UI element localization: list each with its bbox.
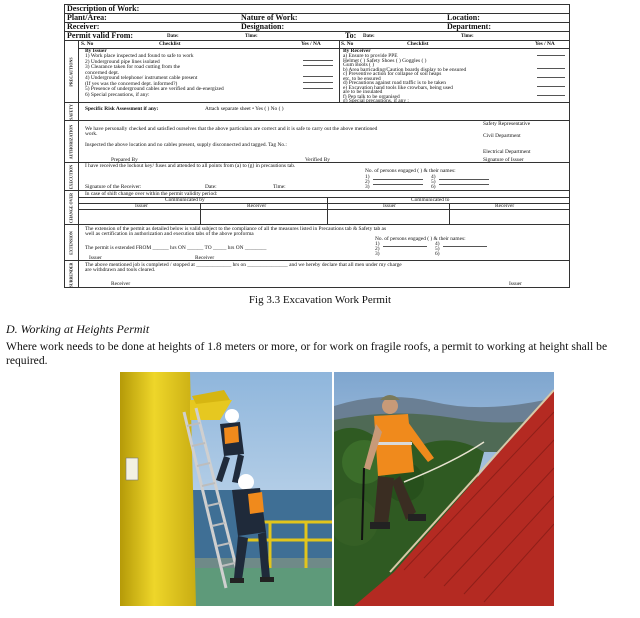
change-over-col-receiver: Receiver bbox=[247, 203, 267, 209]
name-blank[interactable] bbox=[439, 179, 489, 180]
name-blank[interactable] bbox=[383, 246, 427, 247]
execution-name-2: 2) bbox=[365, 179, 370, 185]
issuer-item: (If yes was the concerned dept. informed?) bbox=[85, 80, 178, 87]
col-sno-2: S. No bbox=[341, 41, 354, 47]
safety-section bbox=[65, 103, 569, 121]
receiver-title: By Receiver bbox=[343, 48, 371, 54]
change-over-rule bbox=[79, 197, 569, 198]
valid-to-label: To: bbox=[345, 31, 357, 40]
signature-of-issuer-label: Signature of Issuer bbox=[483, 157, 524, 163]
check-blank[interactable] bbox=[537, 68, 565, 69]
execution-name-6: 6) bbox=[431, 184, 436, 190]
surrender-issuer-label: Issuer bbox=[509, 281, 522, 287]
execution-date-label: Date: bbox=[205, 184, 217, 190]
surrender-side-label: SURRENDER bbox=[65, 261, 79, 288]
precautions-side-label: PRECAUTIONS bbox=[65, 41, 79, 102]
check-blank[interactable] bbox=[537, 55, 565, 56]
receiver-item: d) Precautions against road traffic is to be taken bbox=[343, 80, 446, 86]
precautions-column-header bbox=[79, 41, 569, 49]
change-over-col-receiver-2: Receiver bbox=[495, 203, 515, 209]
receiver-item: b) Area barricading/Caution boards display to be ensured bbox=[343, 66, 467, 73]
change-over-divider bbox=[200, 203, 201, 225]
receiver-label: Receiver: bbox=[67, 22, 100, 31]
receiver-item: a) Ensure to provide PPE bbox=[343, 53, 398, 59]
authorization-side-label: AUTHORIZATION bbox=[65, 121, 79, 162]
extension-issuer-label: Issuer bbox=[89, 255, 102, 261]
receiver-item: f) Pep talk to be organised bbox=[343, 93, 400, 100]
location-label: Location: bbox=[447, 13, 480, 22]
check-blank[interactable] bbox=[537, 95, 565, 96]
change-over-divider bbox=[327, 197, 328, 225]
col-checklist-2: Checklist bbox=[407, 41, 429, 47]
extension-receiver-label: Receiver bbox=[195, 255, 215, 261]
change-over-text: In case of shift change over within the permit validity period: bbox=[85, 191, 218, 197]
execution-time-label: Time: bbox=[273, 184, 286, 190]
safety-representative-label: Safety Representative bbox=[483, 121, 531, 127]
figure-caption: Fig 3.3 Excavation Work Permit bbox=[248, 294, 392, 306]
extension-text: The extension of the permit as detailed below is valid subject to the compliance of all the measures listed in Precautions tab & Safety tab as bbox=[85, 226, 387, 232]
surrender-text-2: are withdrawn and tools cleared. bbox=[85, 267, 156, 273]
name-blank[interactable] bbox=[373, 184, 423, 185]
execution-name-5: 5) bbox=[431, 179, 436, 185]
surrender-text: The above mentioned job is completed / stopped at _____________ hrs on _______________ and we hereby declare that all men under my charge bbox=[85, 262, 402, 268]
execution-text: I have received the lockout key/ fuses and attended to all points from (a) to (g) in precautions tab. bbox=[85, 163, 296, 169]
description-label: Description of Work: bbox=[67, 4, 140, 13]
extension-persons-label: No. of persons engaged ( ) & their names: bbox=[375, 236, 466, 242]
extension-section bbox=[65, 225, 569, 261]
execution-section bbox=[65, 163, 569, 191]
valid-from-time-label: Time: bbox=[245, 34, 258, 39]
receiver-item: Gum Boots ( ) bbox=[343, 62, 374, 68]
precautions-section bbox=[65, 41, 569, 103]
authorization-text: We have personally checked and satisfied ourselves that the above particulars are correct and it is safe to carry out the above mentioned bbox=[85, 126, 378, 132]
roof-worker-illustration bbox=[334, 372, 554, 606]
check-blank[interactable] bbox=[537, 86, 565, 87]
form-receiver-row bbox=[65, 23, 569, 32]
valid-from-label: Permit valid From: bbox=[67, 31, 134, 40]
inspected-text: Inspected the above location and no cables present, supply disconnected and tagged. Tag No.: bbox=[85, 142, 287, 148]
issuer-item: 5) Presence of underground cables are verified and de-energized bbox=[85, 86, 224, 92]
verified-by-label: Verified By bbox=[305, 157, 330, 163]
extension-text-2: well as certification in authorization and execution tabs of the above proforma bbox=[85, 231, 254, 237]
change-over-divider bbox=[449, 203, 450, 225]
receiver-signature-label: Signature of the Receiver: bbox=[85, 184, 142, 190]
extension-name-1: 1) bbox=[375, 241, 380, 247]
receiver-item: are to be insulated bbox=[343, 89, 383, 95]
plant-area-label: Plant/Area: bbox=[67, 13, 107, 22]
tower-ladder-illustration bbox=[120, 372, 332, 606]
check-blank[interactable] bbox=[303, 76, 333, 77]
check-blank[interactable] bbox=[303, 82, 333, 83]
valid-to-date-label: Date: bbox=[363, 34, 375, 39]
change-over-rule-3 bbox=[79, 209, 569, 210]
surrender-receiver-label: Receiver bbox=[111, 281, 131, 287]
name-blank[interactable] bbox=[443, 246, 487, 247]
name-blank[interactable] bbox=[439, 184, 489, 185]
issuer-item: 6) Special precautions, if any: bbox=[85, 91, 150, 98]
body-paragraph: Where work needs to be done at heights of 1.8 meters or more, or for work on fragile roofs, a permit to working at height shall be required. bbox=[6, 340, 608, 367]
prepared-by-label: Prepared By bbox=[111, 157, 138, 163]
extension-period-text: The permit is extended FROM ______ hrs ON ______ TO _____ hrs ON ________ bbox=[85, 245, 267, 251]
issuer-item: 2) Underground pipe lines isolated bbox=[85, 58, 160, 65]
form-validity-row bbox=[65, 32, 569, 41]
nature-of-work-label: Nature of Work: bbox=[241, 13, 298, 22]
col-yes-na: Yes / NA bbox=[301, 41, 321, 47]
col-sno: S. No bbox=[81, 41, 94, 47]
section-heading: D. Working at Heights Permit bbox=[6, 322, 150, 336]
extension-name-3: 3) bbox=[375, 251, 380, 257]
extension-side-label: EXTENSION bbox=[65, 225, 79, 260]
extension-name-5: 5) bbox=[435, 246, 440, 252]
check-blank[interactable] bbox=[303, 60, 333, 61]
check-blank[interactable] bbox=[303, 88, 333, 89]
communicated-to-label: Communicated to bbox=[411, 197, 450, 203]
receiver-item: e) Excavation hand tools like crowbars, being used bbox=[343, 84, 453, 91]
execution-name-3: 3) bbox=[365, 184, 370, 190]
execution-side-label: EXECUTION bbox=[65, 163, 79, 190]
safety-side-label: SAFETY bbox=[65, 103, 79, 120]
col-yes-na-2: Yes / NA bbox=[535, 41, 555, 47]
valid-to-time-label: Time: bbox=[461, 34, 474, 39]
check-blank[interactable] bbox=[303, 65, 333, 66]
receiver-item: g) Special precautions, if any : bbox=[343, 98, 409, 104]
change-over-section bbox=[65, 191, 569, 225]
check-blank[interactable] bbox=[537, 77, 565, 78]
execution-name-4: 4) bbox=[431, 174, 436, 180]
name-blank[interactable] bbox=[373, 179, 423, 180]
receiver-item: c) Preventive action for collapse of soil heaps bbox=[343, 71, 442, 77]
issuer-item: 4) Underground telephone/ instrument cable present bbox=[85, 75, 198, 81]
change-over-side-label: CHANGE OVER bbox=[65, 191, 79, 224]
precautions-divider bbox=[339, 41, 340, 103]
electrical-department-label: Electrical Department bbox=[483, 149, 531, 155]
issuer-title: By Issuer bbox=[85, 48, 107, 54]
issuer-item: concerned dept. bbox=[85, 69, 120, 76]
issuer-item: 1) Work place inspected and found to safe to work bbox=[85, 53, 194, 59]
authorization-section bbox=[65, 121, 569, 163]
extension-name-6: 6) bbox=[435, 251, 440, 257]
photo-tower-ladder bbox=[120, 372, 332, 606]
communicated-by-label: Communicated by bbox=[165, 197, 205, 203]
attach-sheet-label: Attach separate sheet • Yes ( ) No ( ) bbox=[205, 106, 284, 112]
authorization-text-2: work. bbox=[85, 131, 98, 137]
risk-assessment-label: Specific Risk Assessment if any: bbox=[85, 106, 159, 112]
extension-name-2: 2) bbox=[375, 246, 380, 252]
department-label: Department: bbox=[447, 22, 491, 31]
extension-name-4: 4) bbox=[435, 241, 440, 247]
excavation-permit-form bbox=[64, 4, 570, 288]
photo-roof-worker bbox=[334, 372, 554, 606]
form-plant-row bbox=[65, 14, 569, 23]
change-over-col-issuer: Issuer bbox=[135, 203, 148, 209]
civil-department-label: Civil Department bbox=[483, 133, 521, 139]
surrender-section bbox=[65, 261, 569, 288]
execution-name-1: 1) bbox=[365, 174, 370, 180]
execution-persons-label: No. of persons engaged ( ) & their names: bbox=[365, 168, 456, 174]
col-checklist: Checklist bbox=[159, 41, 181, 47]
form-description-row bbox=[65, 5, 569, 14]
issuer-item: 3) Clearance taken for road cutting from the bbox=[85, 64, 181, 70]
receiver-item: etc. to be ensured bbox=[343, 75, 381, 82]
designation-label: Designation: bbox=[241, 22, 285, 31]
change-over-col-issuer-2: Issuer bbox=[383, 203, 396, 209]
valid-from-date-label: Date: bbox=[167, 34, 179, 39]
receiver-item: Helmet ( ) Safety Shoes ( ) Goggles ( ) bbox=[343, 57, 427, 64]
